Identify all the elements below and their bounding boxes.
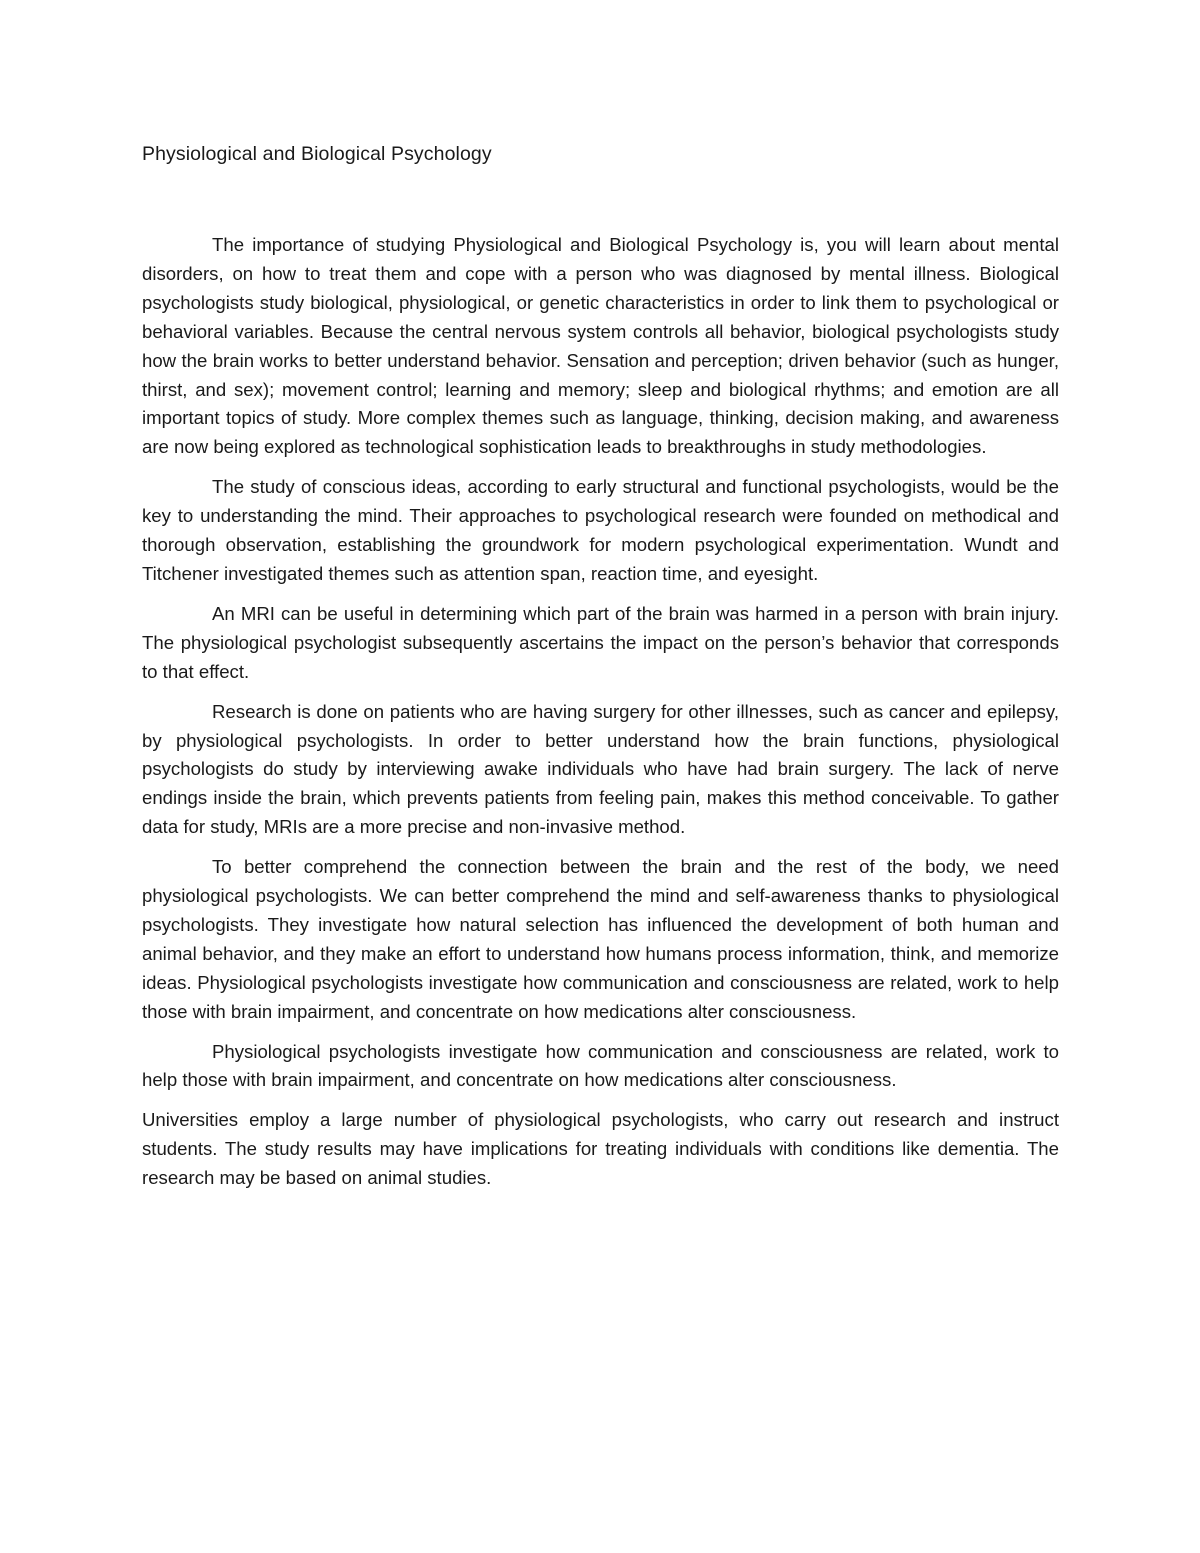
- paragraph-7: Universities employ a large number of physiological psychologists, who carry out research and instruct students. The study results may have implications for treating individuals with conditions like dementia. The research may be based on animal studies.: [142, 1109, 1059, 1189]
- paragraph-3: An MRI can be useful in determining which part of the brain was harmed in a person with brain injury. The physiological psychologist subsequently ascertains the impact on the person’s behavior that corresponds to that effect.: [142, 602, 1059, 682]
- paragraph-4: Research is done on patients who are having surgery for other illnesses, such as cancer and epilepsy, by physiological psychologists. In order to better understand how the brain functions, physiological psychologists do study by interviewing awake individuals who have had brain surgery. The lack of nerve endings inside the brain, which prevents patients from feeling pain, makes this method conceivable. To gather data for study, MRIs are a more precise and non-invasive method.: [142, 700, 1059, 838]
- paragraph-1: The importance of studying Physiological and Biological Psychology is, you will learn about mental disorders, on how to treat them and cope with a person who was diagnosed by mental illness. Biological psychologists study biological, physiological, or genetic characteristics in order to link them to psychological or behavioral variables. Because the central nervous system controls all behavior, biological psychologists study how the brain works to better understand behavior. Sensation and perception; driven behavior (such as hunger, thirst, and sex); movement control; learning and memory; sleep and biological rhythms; and emotion are all important topics of study. More complex themes such as language, thinking, decision making, and awareness are now being explored as technological sophistication leads to breakthroughs in study methodologies.: [142, 234, 1059, 458]
- paragraph-5: To better comprehend the connection between the brain and the rest of the body, we need physiological psychologists. We can better comprehend the mind and self-awareness thanks to physiological psychologists. They investigate how natural selection has influenced the development of both human and animal behavior, and they make an effort to understand how humans process information, think, and memorize ideas. Physiological psychologists investigate how communication and consciousness are related, work to help those with brain impairment, and concentrate on how medications alter consciousness.: [142, 856, 1059, 1022]
- paragraph-6: Physiological psychologists investigate how communication and consciousness are related, work to help those with brain impairment, and concentrate on how medications alter consciousness.: [142, 1040, 1059, 1091]
- document-body: [142, 231, 1059, 1204]
- document-title: Physiological and Biological Psychology: [142, 143, 492, 165]
- paragraph-2: The study of conscious ideas, according to early structural and functional psychologists, would be the key to understanding the mind. Their approaches to psychological research were founded on methodical and thorough observation, establishing the groundwork for modern psychological experimentation. Wundt and Titchener investigated themes such as attention span, reaction time, and eyesight.: [142, 476, 1059, 584]
